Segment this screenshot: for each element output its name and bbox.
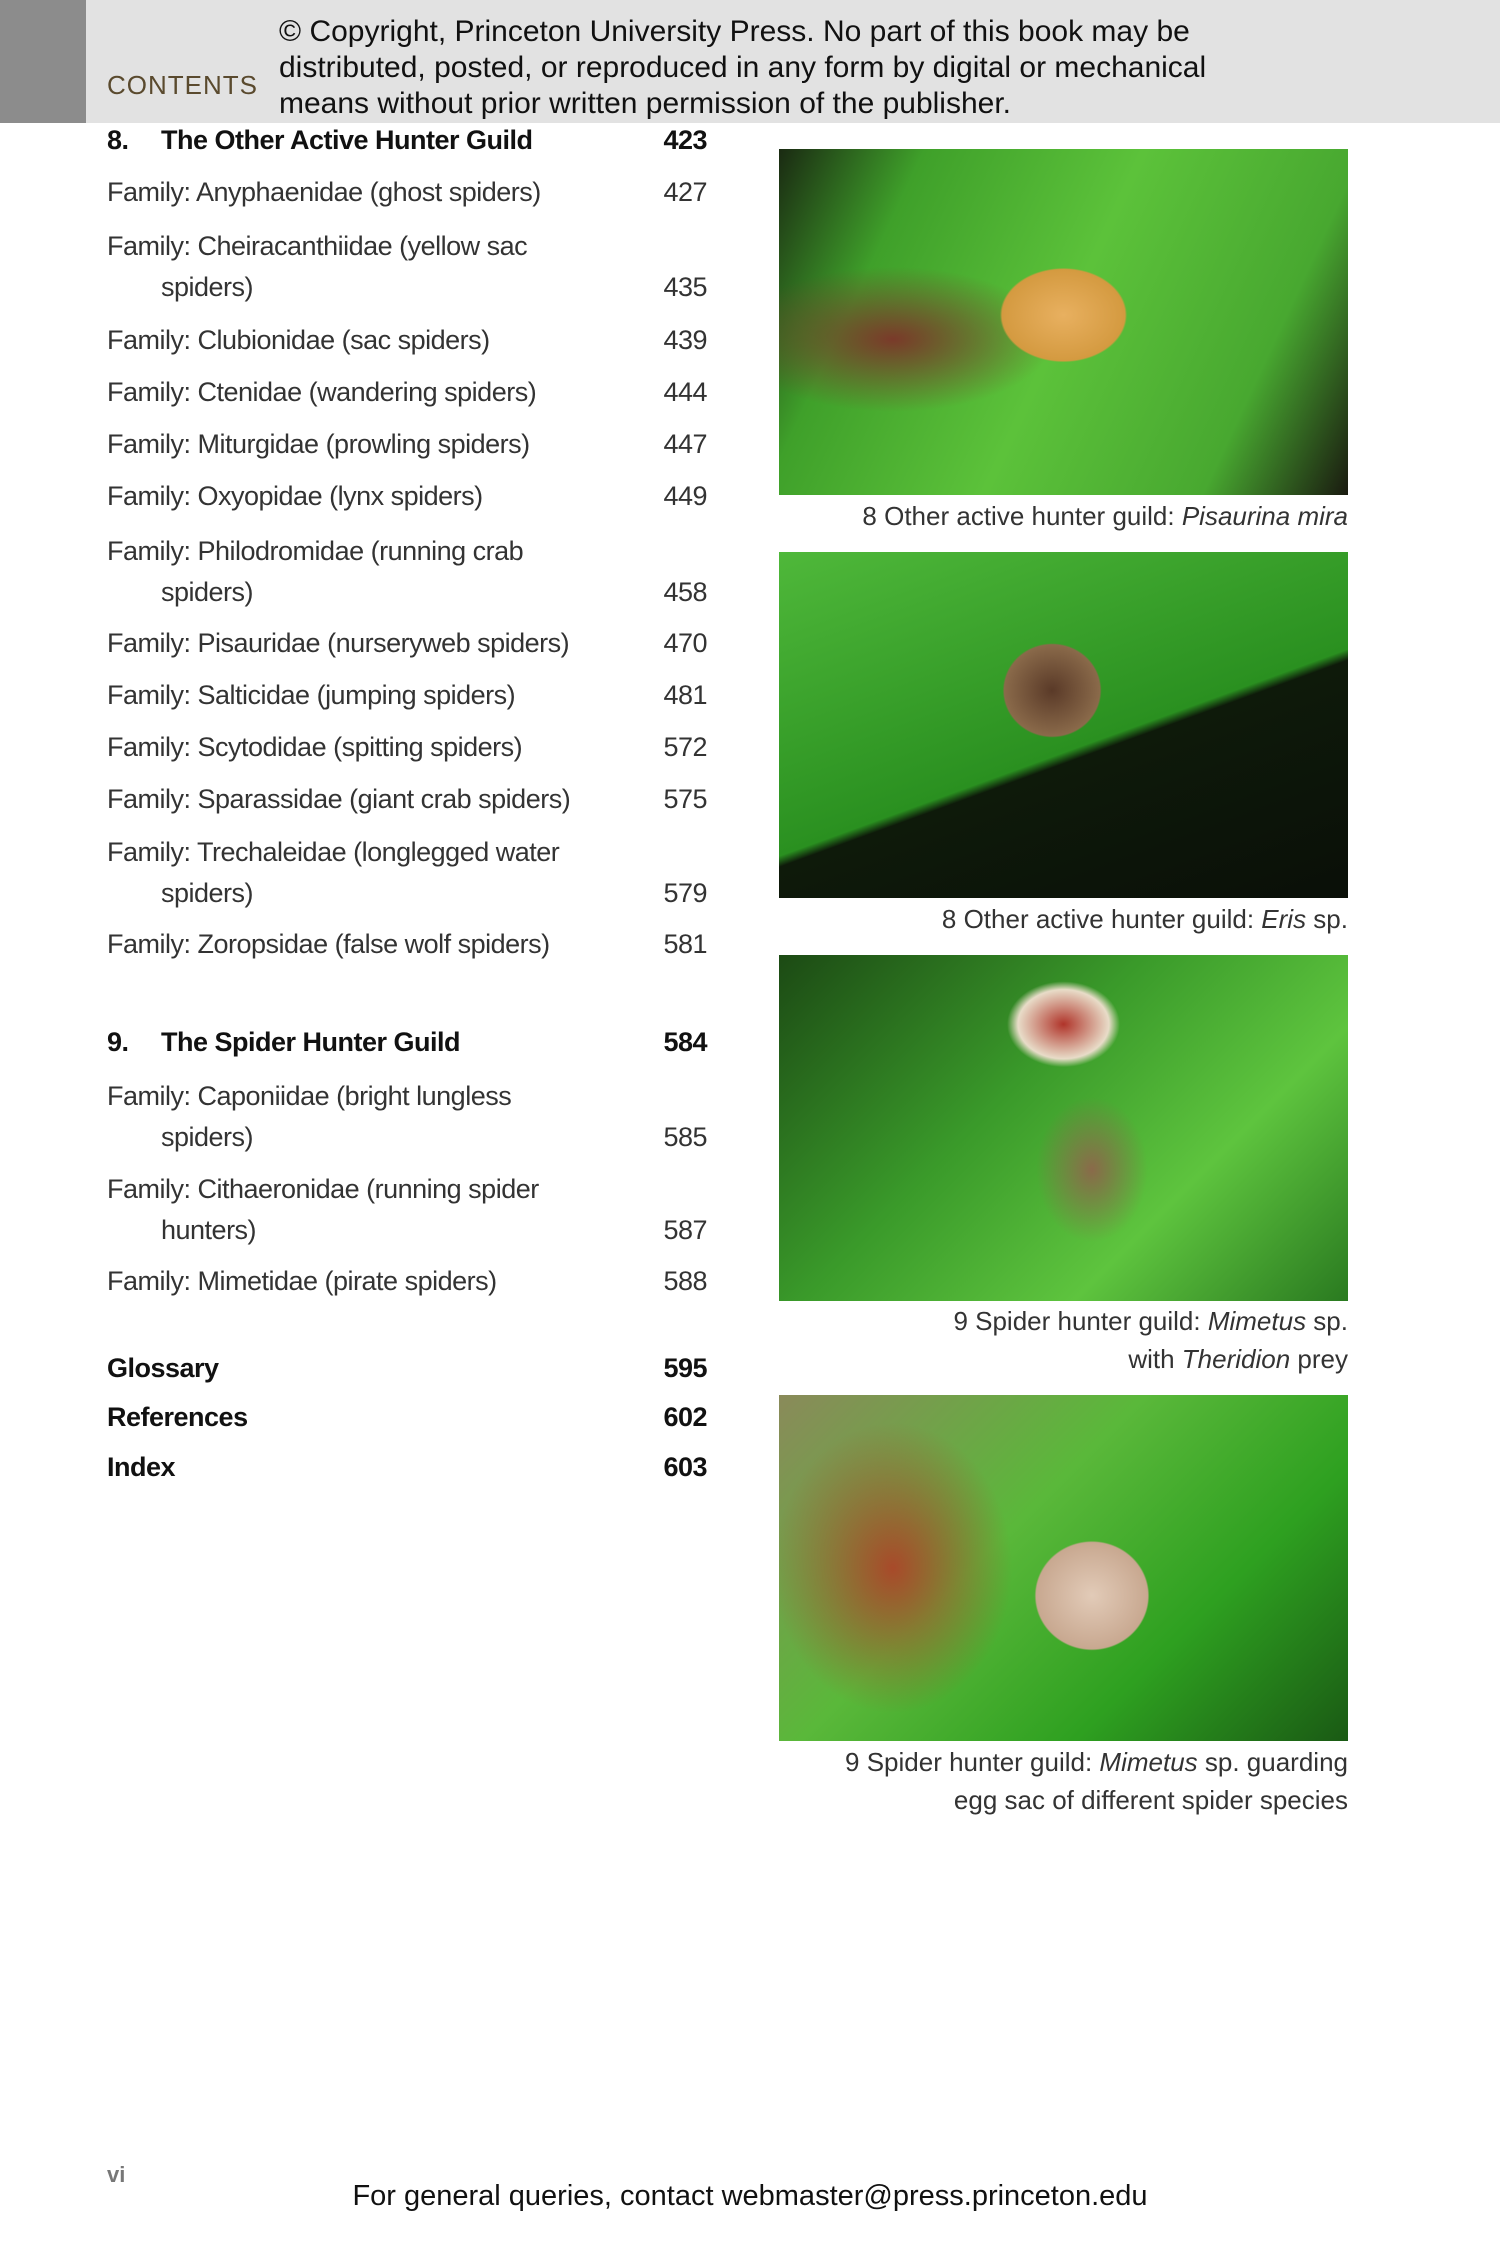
caption-part: sp. xyxy=(1306,1306,1348,1336)
toc-page: 427 xyxy=(663,177,707,207)
toc-page: 587 xyxy=(663,1215,707,1245)
toc-page: 595 xyxy=(663,1353,707,1383)
toc-title: Family: Sparassidae (giant crab spiders) xyxy=(107,784,571,814)
toc-entry[interactable] xyxy=(107,226,707,308)
toc-entry[interactable] xyxy=(107,1076,707,1158)
toc-entry[interactable] xyxy=(107,727,707,768)
caption-part: 8 Other active hunter guild: xyxy=(862,501,1182,531)
caption-part: sp. guarding xyxy=(1197,1747,1348,1777)
caption-part: 9 Spider hunter guild: xyxy=(953,1306,1208,1336)
toc-page: 579 xyxy=(663,878,707,908)
toc-page: 581 xyxy=(663,929,707,959)
toc-title: Family: Cheiracanthiidae (yellow sac xyxy=(107,231,528,261)
toc-page: 447 xyxy=(663,429,707,459)
spider-photo xyxy=(779,955,1348,1301)
copyright-notice xyxy=(279,14,1206,122)
caption-part: egg sac of different spider species xyxy=(953,1785,1348,1815)
toc-page: 435 xyxy=(663,272,707,302)
toc-title: Family: Anyphaenidae (ghost spiders) xyxy=(107,177,541,207)
caption-part: Pisaurina mira xyxy=(1181,501,1348,531)
toc-title: Family: Zoropsidae (false wolf spiders) xyxy=(107,929,550,959)
toc-page: 588 xyxy=(663,1266,707,1296)
toc-title: Family: Clubionidae (sac spiders) xyxy=(107,325,490,355)
caption-part: Mimetus xyxy=(1207,1306,1307,1336)
toc-page: 481 xyxy=(663,680,707,710)
page-number: vi xyxy=(107,2162,126,2187)
copyright-line: means without prior written permission of the publisher. xyxy=(279,87,1012,120)
toc-entry[interactable] xyxy=(107,424,707,465)
toc-chapter[interactable] xyxy=(107,120,707,161)
caption-part: 8 Other active hunter guild: xyxy=(941,904,1262,934)
copyright-line: © Copyright, Princeton University Press. No part of this book may be xyxy=(279,15,1190,48)
toc-title: Family: Miturgidae (prowling spiders) xyxy=(107,429,530,459)
contact-footer: For general queries, contact webmaster@press.princeton.edu xyxy=(352,2180,1148,2212)
caption-part: sp. xyxy=(1306,904,1348,934)
toc-entry[interactable] xyxy=(107,531,707,613)
toc-title-continued: hunters) xyxy=(161,1215,257,1245)
toc-entry[interactable] xyxy=(107,320,707,361)
section-label: CONTENTS xyxy=(107,70,258,100)
toc-title: Family: Caponiidae (bright lungless xyxy=(107,1081,512,1111)
figure-caption xyxy=(588,900,1348,938)
toc-title: Family: Mimetidae (pirate spiders) xyxy=(107,1266,497,1296)
caption-part: Mimetus xyxy=(1099,1747,1198,1777)
figure-caption xyxy=(588,1340,1348,1378)
toc-page: 449 xyxy=(663,481,707,511)
chapter-number: 9. xyxy=(107,1027,129,1057)
toc-page: 444 xyxy=(663,377,707,407)
toc-page: 458 xyxy=(663,577,707,607)
toc-page: 470 xyxy=(663,628,707,658)
spider-photo xyxy=(779,1395,1348,1741)
toc-page: 572 xyxy=(663,732,707,762)
caption-part: prey xyxy=(1290,1344,1348,1374)
toc-title: Family: Philodromidae (running crab xyxy=(107,536,524,566)
toc-title: Family: Salticidae (jumping spiders) xyxy=(107,680,516,710)
toc-entry[interactable] xyxy=(107,172,707,213)
toc-page: 584 xyxy=(663,1027,707,1057)
toc-page: 423 xyxy=(663,125,707,155)
toc-title: Family: Oxyopidae (lynx spiders) xyxy=(107,481,483,511)
toc-title-continued: spiders) xyxy=(161,577,254,607)
caption-part: Theridion xyxy=(1181,1344,1291,1374)
chapter-number: 8. xyxy=(107,125,129,155)
toc-page: 575 xyxy=(663,784,707,814)
toc-entry[interactable] xyxy=(107,372,707,413)
toc-page: 585 xyxy=(663,1122,707,1152)
caption-part: with xyxy=(1128,1344,1182,1374)
toc-title-continued: spiders) xyxy=(161,1122,254,1152)
toc-page: 602 xyxy=(663,1402,707,1432)
copyright-line: distributed, posted, or reproduced in any form by digital or mechanical xyxy=(279,51,1207,84)
figure-caption xyxy=(588,1302,1348,1340)
toc-chapter[interactable] xyxy=(107,1022,707,1063)
spider-photo xyxy=(779,149,1348,495)
spider-photo xyxy=(779,552,1348,898)
toc-page: 439 xyxy=(663,325,707,355)
figure-caption xyxy=(588,497,1348,535)
toc-title: Glossary xyxy=(107,1353,219,1383)
toc-title-continued: spiders) xyxy=(161,272,254,302)
header-bar xyxy=(0,0,1500,123)
toc-title: Family: Scytodidae (spitting spiders) xyxy=(107,732,523,762)
toc-title: Family: Trechaleidae (longlegged water xyxy=(107,837,560,867)
header-tab xyxy=(0,0,86,123)
caption-part: 9 Spider hunter guild: xyxy=(845,1747,1100,1777)
toc-title: The Other Active Hunter Guild xyxy=(161,125,533,155)
caption-part: Eris xyxy=(1261,904,1307,934)
toc-title: The Spider Hunter Guild xyxy=(161,1027,461,1057)
toc-entry[interactable] xyxy=(107,779,707,820)
toc-entry[interactable] xyxy=(107,1261,707,1302)
toc-entry[interactable] xyxy=(107,1169,707,1251)
toc-backmatter[interactable] xyxy=(107,1447,707,1488)
toc-title: Family: Ctenidae (wandering spiders) xyxy=(107,377,537,407)
toc-entry[interactable] xyxy=(107,675,707,716)
toc-title: Family: Pisauridae (nurseryweb spiders) xyxy=(107,628,570,658)
toc-title: Index xyxy=(107,1452,176,1482)
toc-entry[interactable] xyxy=(107,623,707,664)
toc-backmatter[interactable] xyxy=(107,1397,707,1438)
toc-title: References xyxy=(107,1402,248,1432)
toc-title: Family: Cithaeronidae (running spider xyxy=(107,1174,539,1204)
figure-caption xyxy=(588,1781,1348,1819)
toc-title-continued: spiders) xyxy=(161,878,254,908)
figure-caption xyxy=(588,1743,1348,1781)
toc-page: 603 xyxy=(663,1452,707,1482)
